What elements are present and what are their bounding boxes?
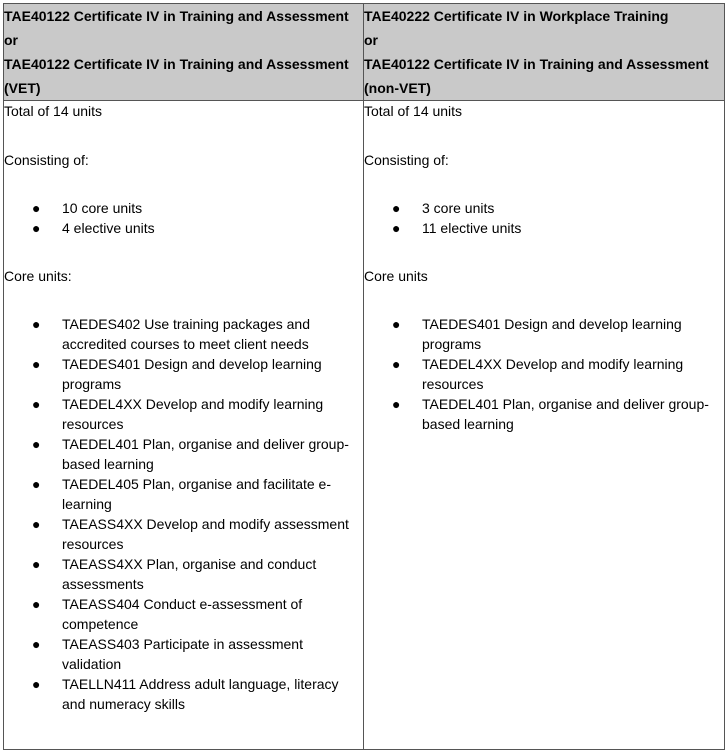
list-item: ● TAEDEL401 Plan, organise and deliver group-based learning	[392, 396, 709, 432]
list-item: ● TAEASS4XX Develop and modify assessment resources	[32, 516, 349, 552]
list-item: ● TAEDES401 Design and develop learning programs	[392, 316, 682, 352]
list-item: ● TAEASS404 Conduct e-assessment of competence	[32, 596, 303, 632]
list-item: ● 10 core units	[32, 200, 143, 216]
list-item: ● 4 elective units	[32, 220, 155, 236]
column-body-vet	[4, 101, 364, 750]
header-title-line: TAE40122 Certificate IV in Training and Assessment (VET)	[4, 56, 349, 96]
header-title-line: TAE40122 Certificate IV in Training and Assessment (non-VET)	[364, 56, 709, 96]
list-item: ● TAEDEL405 Plan, organise and facilitate e-learning	[32, 476, 332, 512]
list-item: ● TAEASS403 Participate in assessment validation	[32, 636, 303, 672]
core-units-list	[364, 314, 724, 434]
header-or: or	[4, 32, 18, 48]
list-item: ● 3 core units	[392, 200, 495, 216]
list-item: ● TAEDEL4XX Develop and modify learning resources	[32, 396, 324, 432]
qualification-comparison-table	[3, 3, 725, 750]
column-header-non-vet	[364, 4, 725, 101]
core-units-label: Core units	[364, 268, 428, 284]
list-item: ● TAEDEL4XX Develop and modify learning resources	[392, 356, 684, 392]
column-body-non-vet	[364, 101, 725, 750]
total-units: Total of 14 units	[364, 103, 463, 119]
list-item: ● TAEDEL401 Plan, organise and deliver group-based learning	[32, 436, 349, 472]
composition-list	[4, 198, 363, 238]
header-row	[4, 4, 725, 101]
composition-list	[364, 198, 724, 238]
consisting-label: Consisting of:	[4, 152, 89, 168]
list-item: ● 11 elective units	[392, 220, 522, 236]
consisting-label: Consisting of:	[364, 152, 449, 168]
list-item: ● TAEDES402 Use training packages and accredited courses to meet client needs	[32, 316, 310, 352]
list-item: ● TAEASS4XX Plan, organise and conduct assessments	[32, 556, 317, 592]
header-title-line: TAE40222 Certificate IV in Workplace Training	[364, 8, 669, 24]
core-units-list	[4, 314, 363, 714]
core-units-label: Core units:	[4, 268, 72, 284]
list-item: ● TAEDES401 Design and develop learning programs	[32, 356, 322, 392]
total-units: Total of 14 units	[4, 103, 103, 119]
body-row	[4, 101, 725, 750]
header-or: or	[364, 32, 378, 48]
list-item: ● TAELLN411 Address adult language, literacy and numeracy skills	[32, 676, 339, 712]
header-title-line: TAE40122 Certificate IV in Training and Assessment	[4, 8, 349, 24]
column-header-vet	[4, 4, 364, 101]
